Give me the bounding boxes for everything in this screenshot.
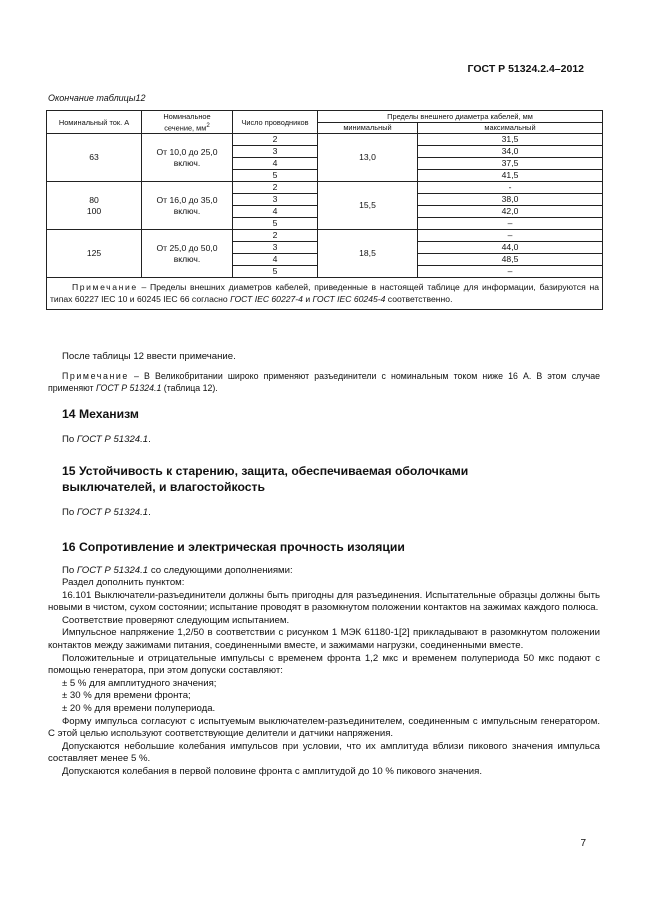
header-current: Номинальный ток. А — [47, 111, 142, 134]
header-conductors: Число проводников — [233, 111, 318, 134]
section-16 — [48, 540, 600, 779]
cell-conductors: 4 — [233, 254, 318, 266]
text: . — [148, 507, 151, 518]
cell-min: 18,5 — [318, 230, 418, 278]
section-15-title — [48, 464, 600, 495]
table-row — [47, 182, 603, 194]
after-table-note — [48, 370, 600, 394]
current-value: 125 — [86, 248, 102, 259]
text: По — [62, 507, 77, 518]
cell-current — [47, 134, 142, 182]
cell-conductors: 3 — [233, 242, 318, 254]
cell-conductors: 2 — [233, 134, 318, 146]
paragraph: Форму импульса согласуют с испытуемым выключателем-разъединителем, соединенным с импульсным генератором. С этой целью используют соответствующие делители и датчики напряжения. — [48, 715, 600, 740]
note-text: (таблица 12). — [161, 382, 218, 393]
table-row — [47, 134, 603, 146]
current-value-2: 100 — [86, 205, 102, 216]
note-text: – Пределы внешних диаметров кабелей, приведенные в настоящей таблице для информации, базируются на типах 60227 IEC 10 и 60245 IEC 66 согласно — [50, 282, 600, 304]
section-range: От 16,0 до 35,0 — [156, 195, 218, 205]
section-range: От 25,0 до 50,0 — [156, 243, 218, 253]
paragraph: Допускаются колебания в первой половине фронта с амплитудой до 10 % пикового значения. — [62, 766, 483, 777]
table-note-row — [47, 278, 603, 310]
table-note — [47, 278, 603, 310]
title-line: 15 Устойчивость к старению, защита, обеспечиваемая оболочками — [62, 464, 469, 478]
paragraph: Положительные и отрицательные импульсы с временем фронта 1,2 мкс и временем полупериода 50 мкс подают с помощью генератора, при этом допуски составляют: — [48, 652, 600, 677]
cell-conductors: 5 — [233, 266, 318, 278]
note-text: соответственно. — [385, 294, 453, 304]
cell-conductors: 5 — [233, 218, 318, 230]
header-section-line1: Номинальное — [163, 111, 211, 121]
section-incl: включ. — [173, 157, 201, 168]
cell-current — [47, 182, 142, 230]
cell-max: 37,5 — [418, 158, 603, 170]
cell-max: 42,0 — [418, 206, 603, 218]
section-incl: включ. — [173, 253, 201, 264]
paragraph: Раздел дополнить пунктом: — [62, 577, 185, 589]
ref: ГОСТ Р 51324.1 — [76, 507, 149, 518]
cell-max: 44,0 — [418, 242, 603, 254]
note-label: Примечание — [62, 370, 129, 381]
cell-conductors: 2 — [233, 230, 318, 242]
list-item: ± 5 % для амплитудного значения; — [62, 677, 217, 689]
note-text: и — [302, 294, 313, 304]
cell-max: 38,0 — [418, 194, 603, 206]
paragraph: 16.101 Выключатели-разъединители должны быть пригодны для разъединения. Испытательные образцы должны быть новыми в чистом, сухом состоянии; испытание проводят в разомкнутом положении контактов на зажимах каждого полюса. — [48, 589, 600, 614]
after-table-line: После таблицы 12 ввести примечание. — [62, 351, 236, 362]
section-14 — [48, 407, 600, 446]
cell-section — [142, 230, 233, 278]
header-min: минимальный — [318, 122, 418, 134]
section-16-intro — [48, 565, 600, 578]
header-section-sup: 2 — [206, 121, 210, 129]
paragraph: Допускаются небольшие колебания импульсов при условии, что их амплитуда вблизи пикового значения импульса составляет менее 5 %. — [48, 740, 600, 765]
cell-conductors: 4 — [233, 206, 318, 218]
after-table-block — [48, 351, 600, 394]
ref: ГОСТ Р 51324.1 — [76, 433, 149, 445]
text: . — [148, 433, 151, 445]
text: со следующими дополнениями: — [148, 564, 293, 576]
note-ref: ГОСТ IEC 60227-4 — [230, 294, 303, 304]
cell-max: 41,5 — [418, 170, 603, 182]
section-14-title: 14 Механизм — [62, 407, 139, 421]
document-code: ГОСТ Р 51324.2.4–2012 — [467, 63, 584, 75]
text: По — [62, 433, 77, 445]
list-item: ± 30 % для времени фронта; — [62, 690, 191, 702]
cell-max: 31,5 — [418, 134, 603, 146]
cell-max: – — [418, 230, 603, 242]
cell-conductors: 3 — [233, 146, 318, 158]
note-text: – В Великобритании широко применяют разъединители с номинальным током ниже 16 А. В этом случае применяют — [48, 370, 600, 393]
title-line: выключателей, и влагостойкость — [62, 479, 265, 494]
table-continuation-caption: Окончание таблицы12 — [48, 93, 146, 103]
cell-max: 34,0 — [418, 146, 603, 158]
text: По — [62, 564, 77, 576]
header-section — [142, 111, 233, 134]
note-ref: ГОСТ Р 51324.1 — [96, 382, 162, 393]
section-incl: включ. — [173, 205, 201, 216]
header-max: максимальный — [418, 122, 603, 134]
cell-section — [142, 182, 233, 230]
header-limits: Пределы внешнего диаметра кабелей, мм — [318, 111, 603, 123]
paragraph: Импульсное напряжение 1,2/50 в соответствии с рисунком 1 МЭК 61180-1[2] прикладывают в разомкнутом положении контактов между зажимами питания, соединенными вместе, и зажимами нагрузки, соединенными вместе. — [48, 627, 600, 652]
cell-min: 15,5 — [318, 182, 418, 230]
section-16-title: 16 Сопротивление и электрическая прочность изоляции — [62, 540, 405, 554]
cell-current — [47, 230, 142, 278]
paragraph: Соответствие проверяют следующим испытанием. — [62, 614, 290, 626]
cell-conductors: 5 — [233, 170, 318, 182]
table-row — [47, 230, 603, 242]
cell-max: – — [418, 266, 603, 278]
cell-max: – — [418, 218, 603, 230]
cell-min: 13,0 — [318, 134, 418, 182]
current-value: 63 — [89, 152, 99, 163]
cell-max: 48,5 — [418, 254, 603, 266]
current-value: 80 — [89, 195, 99, 205]
note-label: Примечание — [72, 282, 138, 292]
page-number: 7 — [580, 838, 586, 849]
header-section-line2: сечение, мм — [164, 123, 207, 133]
ref: ГОСТ Р 51324.1 — [76, 564, 149, 576]
cell-conductors: 3 — [233, 194, 318, 206]
list-item: ± 20 % для времени полупериода. — [62, 703, 216, 715]
table-header-row — [47, 111, 603, 123]
cell-max: - — [418, 182, 603, 194]
section-14-text — [48, 434, 600, 447]
cable-diameter-table — [46, 110, 603, 310]
section-range: От 10,0 до 25,0 — [156, 147, 218, 157]
section-15 — [48, 464, 600, 520]
section-15-text — [48, 507, 600, 520]
cell-conductors: 2 — [233, 182, 318, 194]
cell-conductors: 4 — [233, 158, 318, 170]
cell-section — [142, 134, 233, 182]
note-ref: ГОСТ IEC 60245-4 — [312, 294, 386, 304]
